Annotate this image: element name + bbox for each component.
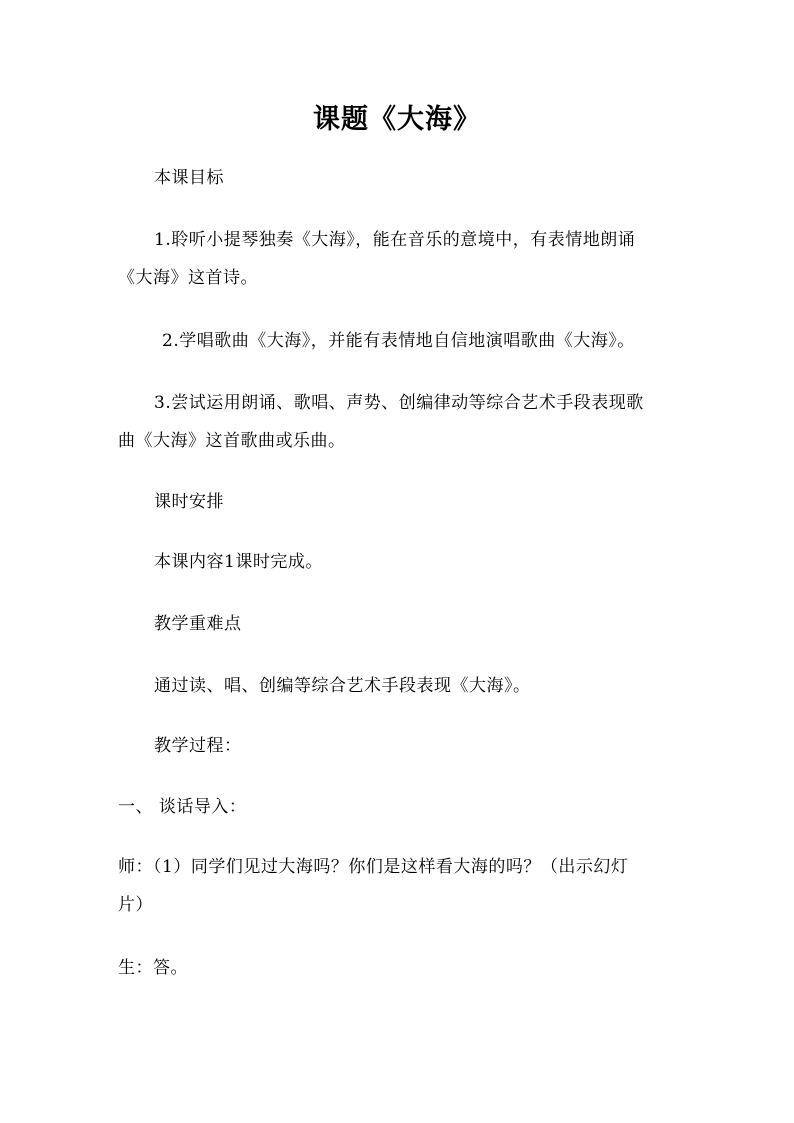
key-points-text: 通过读、唱、创编等综合艺术手段表现《大海》。 — [154, 676, 531, 696]
objective-1-line-1: 1.聆听小提琴独奏《大海》，能在音乐的意境中，有表情地朗诵 — [154, 230, 636, 250]
objective-1-line-2: 《大海》这首诗。 — [118, 268, 258, 288]
document-title: 课题《大海》 — [313, 104, 481, 135]
student-line: 生：答。 — [118, 958, 188, 978]
teacher-line-2: 片） — [118, 895, 153, 915]
section-heading-schedule: 课时安排 — [154, 492, 224, 512]
objective-2: 2.学唱歌曲《大海》，并能有表情地自信地演唱歌曲《大海》。 — [162, 331, 635, 351]
section-heading-process: 教学过程： — [154, 736, 242, 756]
objective-3-line-2: 曲《大海》这首歌曲或乐曲。 — [118, 431, 346, 451]
teacher-line-1: 师：（1）同学们见过大海吗？你们是这样看大海的吗？（出示幻灯 — [118, 857, 629, 877]
section-heading-key-points: 教学重难点 — [154, 614, 242, 634]
section-heading-objectives: 本课目标 — [154, 168, 224, 188]
objective-3-line-1: 3.尝试运用朗诵、歌唱、声势、创编律动等综合艺术手段表现歌 — [154, 393, 644, 413]
schedule-text: 本课内容1课时完成。 — [154, 552, 323, 572]
process-step-1-heading: 一、 谈话导入： — [118, 797, 247, 817]
